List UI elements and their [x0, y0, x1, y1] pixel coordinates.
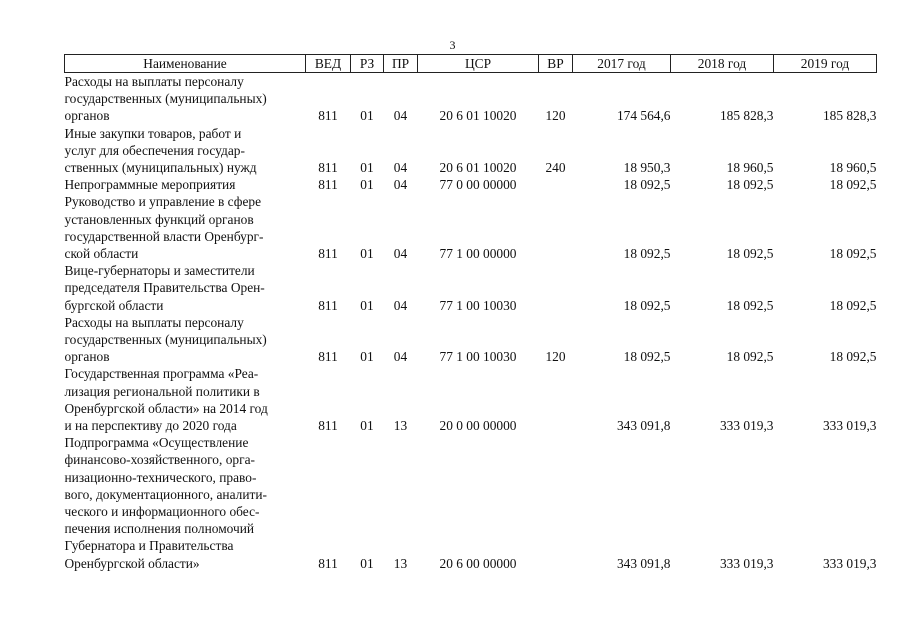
- table-row: [65, 314, 877, 366]
- cell-2017: 174 564,6: [616, 108, 671, 124]
- table-row: [65, 365, 877, 434]
- cell-pr: 04: [393, 108, 408, 124]
- name-line: ственных (муниципальных) нужд: [64, 160, 257, 176]
- name-line: Оренбургской области»: [64, 555, 200, 571]
- header-2018: 2018 год: [671, 55, 774, 73]
- cell-rz: 01: [360, 418, 374, 434]
- name-line: бургской области: [64, 297, 164, 313]
- table-row: [65, 125, 877, 177]
- cell-vr: [539, 365, 573, 434]
- cell-csr: 20 6 01 10020: [439, 160, 517, 176]
- cell-2017: 343 091,8: [616, 418, 671, 434]
- cell-vr: [539, 434, 573, 572]
- cell-csr: 20 0 00 00000: [439, 418, 517, 434]
- cell-2018: 18 092,5: [726, 297, 774, 313]
- cell-2018: 18 092,5: [726, 246, 774, 262]
- cell-rz: 01: [360, 555, 374, 571]
- name-line: низационно-технического, право-: [64, 469, 257, 485]
- cell-ved: 811: [318, 297, 338, 313]
- cell-2017: 18 092,5: [623, 177, 671, 193]
- name-line: Государственная программа «Реа-: [64, 366, 259, 382]
- header-rz: РЗ: [351, 55, 384, 73]
- name-line: Руководство и управление в сфере: [64, 194, 262, 210]
- cell-name: [65, 314, 306, 366]
- cell-rz: 01: [360, 108, 374, 124]
- cell-name: [65, 365, 306, 434]
- name-line: финансово-хозяйственного, орга-: [64, 452, 255, 468]
- header-name: Наименование: [65, 55, 306, 73]
- cell-2017: 18 092,5: [623, 349, 671, 365]
- cell-ved: 811: [318, 418, 338, 434]
- name-line: Иные закупки товаров, работ и: [64, 125, 242, 141]
- cell-ved: 811: [318, 108, 338, 124]
- name-line: вого, документационного, аналити-: [64, 486, 267, 502]
- cell-2019: 185 828,3: [822, 108, 877, 124]
- cell-vr: 120: [545, 108, 566, 124]
- cell-2018: 333 019,3: [719, 555, 774, 571]
- name-line: Губернатора и Правительства: [64, 538, 234, 554]
- cell-vr: [539, 193, 573, 262]
- name-line: государственных (муниципальных): [64, 332, 267, 348]
- cell-vr: [539, 262, 573, 314]
- cell-vr: [539, 176, 573, 193]
- cell-csr: 20 6 01 10020: [439, 108, 517, 124]
- cell-rz: 01: [360, 177, 374, 193]
- cell-pr: 13: [393, 555, 408, 571]
- cell-csr: 77 1 00 00000: [439, 246, 517, 262]
- name-line: установленных функций органов: [64, 211, 254, 227]
- cell-csr: 77 1 00 10030: [439, 297, 517, 313]
- cell-name: [65, 262, 306, 314]
- name-line: и на перспективу до 2020 года: [64, 418, 237, 434]
- cell-2019: 333 019,3: [822, 555, 877, 571]
- cell-name: [65, 125, 306, 177]
- table-row: [65, 193, 877, 262]
- name-line: председателя Правительства Орен-: [64, 280, 265, 296]
- cell-csr: 20 6 00 00000: [439, 555, 517, 571]
- cell-2019: 18 092,5: [829, 246, 877, 262]
- cell-name: [65, 176, 306, 193]
- name-line: печения исполнения полномочий: [64, 521, 255, 537]
- table-body: [65, 73, 877, 572]
- cell-2019: 18 960,5: [829, 160, 877, 176]
- budget-table: [64, 54, 877, 572]
- table-row: [65, 73, 877, 125]
- cell-ved: 811: [318, 246, 338, 262]
- header-pr: ПР: [384, 55, 418, 73]
- cell-pr: 04: [393, 246, 408, 262]
- cell-pr: 04: [393, 160, 408, 176]
- cell-2017: 343 091,8: [616, 555, 671, 571]
- name-line: ческого и информационного обес-: [64, 504, 260, 520]
- name-line: Расходы на выплаты персоналу: [64, 74, 244, 89]
- name-line: Расходы на выплаты персоналу: [64, 314, 244, 330]
- cell-pr: 04: [393, 349, 408, 365]
- cell-name: [65, 434, 306, 572]
- cell-2018: 18 960,5: [726, 160, 774, 176]
- name-line: лизация региональной политики в: [64, 383, 260, 399]
- header-ved: ВЕД: [306, 55, 351, 73]
- table-header-row: [65, 55, 877, 73]
- cell-2019: 18 092,5: [829, 177, 877, 193]
- cell-ved: 811: [318, 349, 338, 365]
- name-line: органов: [64, 349, 110, 365]
- name-line: Подпрограмма «Осуществление: [64, 435, 249, 451]
- cell-2018: 18 092,5: [726, 177, 774, 193]
- cell-2019: 18 092,5: [829, 349, 877, 365]
- cell-name: [65, 193, 306, 262]
- cell-pr: 04: [393, 177, 408, 193]
- table-row: [65, 176, 877, 193]
- cell-2017: 18 092,5: [623, 297, 671, 313]
- cell-2018: 18 092,5: [726, 349, 774, 365]
- name-line: государственной власти Оренбург-: [64, 228, 264, 244]
- table-row: [65, 434, 877, 572]
- cell-2017: 18 092,5: [623, 246, 671, 262]
- cell-2018: 333 019,3: [719, 418, 774, 434]
- name-line: Вице-губернаторы и заместители: [64, 263, 255, 279]
- cell-csr: 77 0 00 00000: [439, 177, 517, 193]
- table-row: [65, 262, 877, 314]
- cell-pr: 13: [393, 418, 408, 434]
- cell-vr: 120: [545, 349, 566, 365]
- cell-ved: 811: [318, 160, 338, 176]
- cell-2017: 18 950,3: [623, 160, 671, 176]
- cell-2019: 18 092,5: [829, 297, 877, 313]
- cell-2019: 333 019,3: [822, 418, 877, 434]
- cell-rz: 01: [360, 297, 374, 313]
- header-2017: 2017 год: [573, 55, 671, 73]
- page-number: 3: [449, 38, 456, 52]
- cell-ved: 811: [318, 177, 338, 193]
- cell-2018: 185 828,3: [719, 108, 774, 124]
- name-line: органов: [64, 108, 110, 124]
- cell-rz: 01: [360, 246, 374, 262]
- name-line: Непрограммные мероприятия: [64, 177, 236, 193]
- cell-pr: 04: [393, 297, 408, 313]
- header-2019: 2019 год: [774, 55, 877, 73]
- cell-name: [65, 73, 306, 125]
- name-line: услуг для обеспечения государ-: [64, 142, 245, 158]
- header-csr: ЦСР: [418, 55, 539, 73]
- name-line: ской области: [64, 246, 139, 262]
- header-vr: ВР: [539, 55, 573, 73]
- cell-vr: 240: [545, 160, 566, 176]
- cell-csr: 77 1 00 10030: [439, 349, 517, 365]
- cell-rz: 01: [360, 349, 374, 365]
- cell-rz: 01: [360, 160, 374, 176]
- cell-ved: 811: [318, 555, 338, 571]
- name-line: Оренбургской области» на 2014 год: [64, 400, 268, 416]
- name-line: государственных (муниципальных): [64, 91, 267, 107]
